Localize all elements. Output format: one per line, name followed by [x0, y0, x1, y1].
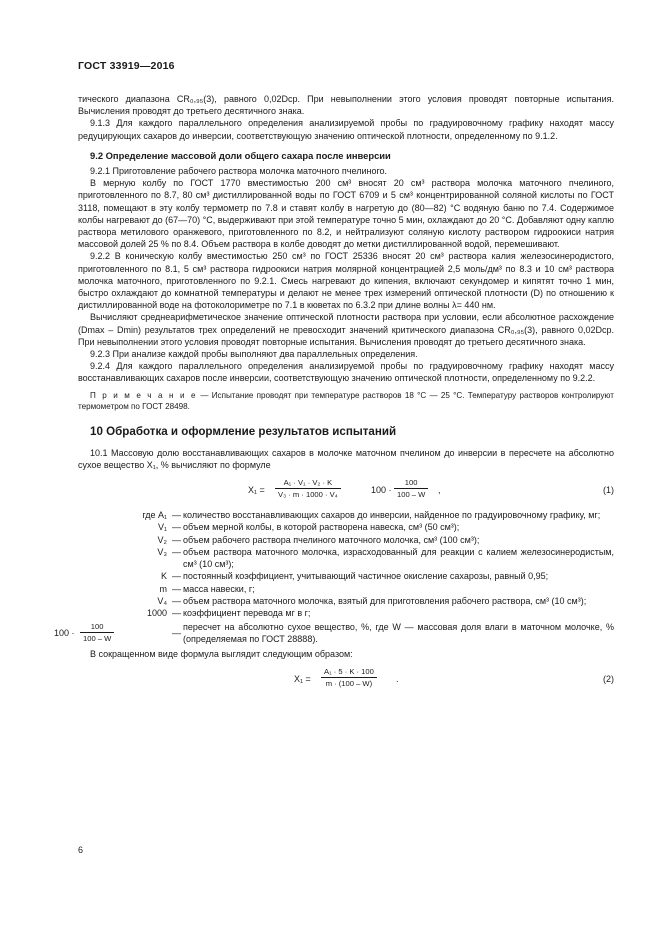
definition-symbol: V₂ [157, 534, 167, 545]
paragraph-preparation: В мерную колбу по ГОСТ 1770 вместимостью 200 см³ вносят 20 см³ раствора молочка маточного пчелиного, приготовленного по 8.7, 80 см³ дистиллированной воды по ГОСТ 6709 и 5 см³ концентрированной соляной кислоты по ГОСТ 3118, помещают в эту колбу термометр по 7.8 и ставят колбу в нагретую до (80—82) °С водяную баню по 7.4. Содержимое колбы нагревают до (67—70) °С, выдерживают при этой температуре точно 5 мин, охлаждают до 20 °С. Добавляют одну каплю раствора метилового оранжевого, приготовленного по 8.2, и нейтрализуют соляную кислоту раствором гидроокиси натрия массовой долей 25 % по 8.4. Объем раствора в колбе доводят до метки дистиллированной водой, перемешивают. [78, 178, 614, 250]
definition-text: объем мерной колбы, в которой растворена навеска, см³ (50 см³); [183, 522, 460, 533]
definition-text: пересчет на абсолютно сухое вещество, %, где W — массовая доля влаги в маточном молочке, % (определяемая по ГОСТ 28888). [183, 622, 614, 645]
definition-symbol: K [160, 571, 167, 582]
section-heading-9-2: 9.2 Определение массовой доли общего сахара после инверсии [90, 149, 391, 161]
formula-1-denominator-a: V₃ · m · 1000 · V₄ [278, 490, 338, 500]
formula-2-end: . [396, 673, 399, 684]
definition-fraction-numerator: 100 [80, 621, 114, 633]
formula-1-denominator-b: 100 – W [397, 490, 426, 500]
paragraph-short-form: В сокращенном виде формула выглядит следующим образом: [90, 648, 353, 659]
formula-1-fraction-a [275, 477, 341, 500]
standard-header: ГОСТ 33919—2016 [78, 60, 175, 72]
definition-row: 1000 — коэффициент перевода мг в г; [78, 607, 614, 619]
definition-text: коэффициент перевода мг в г; [183, 607, 311, 618]
definition-row: где A₁ — количество восстанавливающих сахаров до инверсии, найденное по градуировочному графику, мг; [78, 509, 614, 521]
definition-row: V₂ — объем рабочего раствора пчелиного маточного молочка, см³ (100 см³); [78, 534, 614, 546]
paragraph-average: Вычисляют среднеарифметическое значение оптической плотности раствора при условии, если абсолютное расхождение (Dmax – Dmin) результатов трех определений не превосходит значений критического диапазона CR₀,₉₅(3), равного 0,02Dср. При невыполнении этого условия проводят повторные испытания. Вычисления проводят до третьего десятичного знака. [78, 312, 614, 347]
definition-row-dry-matter: 100 · $\frac{100}{100 - W}$ — пересчет на абсолютно сухое вещество, %, где W — массовая доля влаги в маточном молочке, % (определяемая по ГОСТ 28888). [54, 622, 614, 645]
definition-text: объем раствора маточного молочка, взятый для приготовления рабочего раствора, см³ (10 см³); [183, 595, 587, 606]
definition-fraction [80, 621, 114, 644]
note-label: П р и м е ч а н и е [90, 390, 198, 400]
formula-2-denominator: m · (100 – W) [325, 678, 373, 688]
formula-2-fraction [321, 666, 377, 689]
paragraph-9-2-3: 9.2.3 При анализе каждой пробы выполняют два параллельных определения. [90, 349, 418, 360]
definition-row: m — масса навески, г; [78, 583, 614, 595]
paragraph-9-2-2: 9.2.2 В коническую колбу вместимостью 250 см³ по ГОСТ 25336 вносят 20 см³ раствора калия железосинеродистого, приготовленного по 8.1, 5 см³ раствора гидроокиси натрия молярной концентрацией 2,5 моль/дм³ по 8.3 и 10 см³ раствора молочка маточного, приготовленного по 9.2.1. Смесь нагревают до кипения, включают секундомер и кипятят точно 1 мин, быстро охлаждают до комнатной температуры и делают не менее трех измерений оптической плотности (D) по отношению к дистиллированной воде на фотоколориметре по 7.1 в кюветах по 6.3.2 при длине волны λ= 440 нм. [78, 251, 614, 311]
definition-symbol: 1000 [146, 607, 167, 618]
formula-2 [78, 666, 614, 694]
definition-symbol: V₄ [157, 595, 167, 606]
formula-1-numerator-a: A₁ · V₁ · V₂ · K [275, 477, 341, 489]
definition-text: масса навески, г; [183, 583, 255, 594]
formula-1-number: (1) [603, 485, 614, 496]
formula-2-lhs: X₁ = [294, 673, 311, 684]
paragraph-9-2-4: 9.2.4 Для каждого параллельного определения анализируемой пробы по градуировочному графику находят массу восстанавливающих сахаров после инверсии, соответствующую значению оптической плотности, определенному по 9.2.2. [78, 361, 614, 384]
section-heading-10: 10 Обработка и оформление результатов испытаний [90, 424, 397, 438]
document-body [54, 93, 614, 698]
formula-1-end: , [438, 485, 441, 496]
paragraph-9-1-3: 9.1.3 Для каждого параллельного определения анализируемой пробы по градуировочному графику находят массу редуцирующих сахаров до инверсии, соответствующую значению оптической плотности, определенному по 9.1.2. [78, 118, 614, 141]
definition-symbol: V₁ [157, 522, 167, 533]
definition-symbol: где A₁ [142, 510, 167, 521]
definitions-list [54, 509, 614, 645]
page-number: 6 [78, 845, 84, 855]
definition-fraction-denominator: 100 – W [83, 634, 112, 644]
formula-1 [78, 477, 614, 505]
definition-symbol: V₃ [157, 546, 167, 557]
definition-row: V₁ — объем мерной колбы, в которой растворена навеска, см³ (50 см³); [78, 521, 614, 533]
paragraph-9-2-1: 9.2.1 Приготовление рабочего раствора молочка маточного пчелиного. [90, 166, 388, 177]
note [78, 390, 614, 412]
formula-1-fraction-b [394, 477, 428, 500]
definition-symbol: m [159, 583, 167, 594]
note-text: — Испытание проводят при температуре растворов 18 °С — 25 °С. Температуру растворов контролируют термометром по ГОСТ 28498. [78, 390, 614, 411]
definition-text: количество восстанавливающих сахаров до инверсии, найденное по градуировочному графику, мг; [183, 510, 601, 521]
definition-text: объем раствора маточного молочка, израсходованный для реакции с калием железосинеродистым, см³ (10 см³); [183, 546, 614, 570]
formula-1-lhs: X₁ = [248, 485, 265, 496]
paragraph-10-1: 10.1 Массовую долю восстанавливающих сахаров в молочке маточном пчелином до инверсии в пересчете на абсолютно сухое вещество X₁, % вычисляют по формуле [78, 447, 614, 471]
definition-prefix: 100 · [54, 628, 75, 639]
definition-row: V₃ — объем раствора маточного молочка, израсходованный для реакции с калием железосинеродистым, см³ (10 см³); [78, 546, 614, 570]
definition-symbol-fraction [54, 621, 170, 645]
definition-text: объем рабочего раствора пчелиного маточного молочка, см³ (100 см³); [183, 534, 480, 545]
paragraph-continuation: тического диапазона CR₀,₉₅(3), равного 0,02Dср. При невыполнении этого условия проводят повторные испытания. Вычисления проводят до третьего десятичного знака. [78, 94, 614, 117]
formula-1-middle: 100 · [371, 485, 392, 496]
definition-row: V₄ — объем раствора маточного молочка, взятый для приготовления рабочего раствора, см³ (10 см³); [78, 595, 614, 607]
formula-1-numerator-b: 100 [394, 477, 428, 489]
formula-2-number: (2) [603, 673, 614, 684]
definition-row: K — постоянный коэффициент, учитывающий частичное окисление сахарозы, равный 0,95; [78, 570, 614, 582]
formula-2-numerator: A₁ · 5 · K · 100 [321, 666, 377, 678]
definition-text: постоянный коэффициент, учитывающий частичное окисление сахарозы, равный 0,95; [183, 571, 549, 582]
